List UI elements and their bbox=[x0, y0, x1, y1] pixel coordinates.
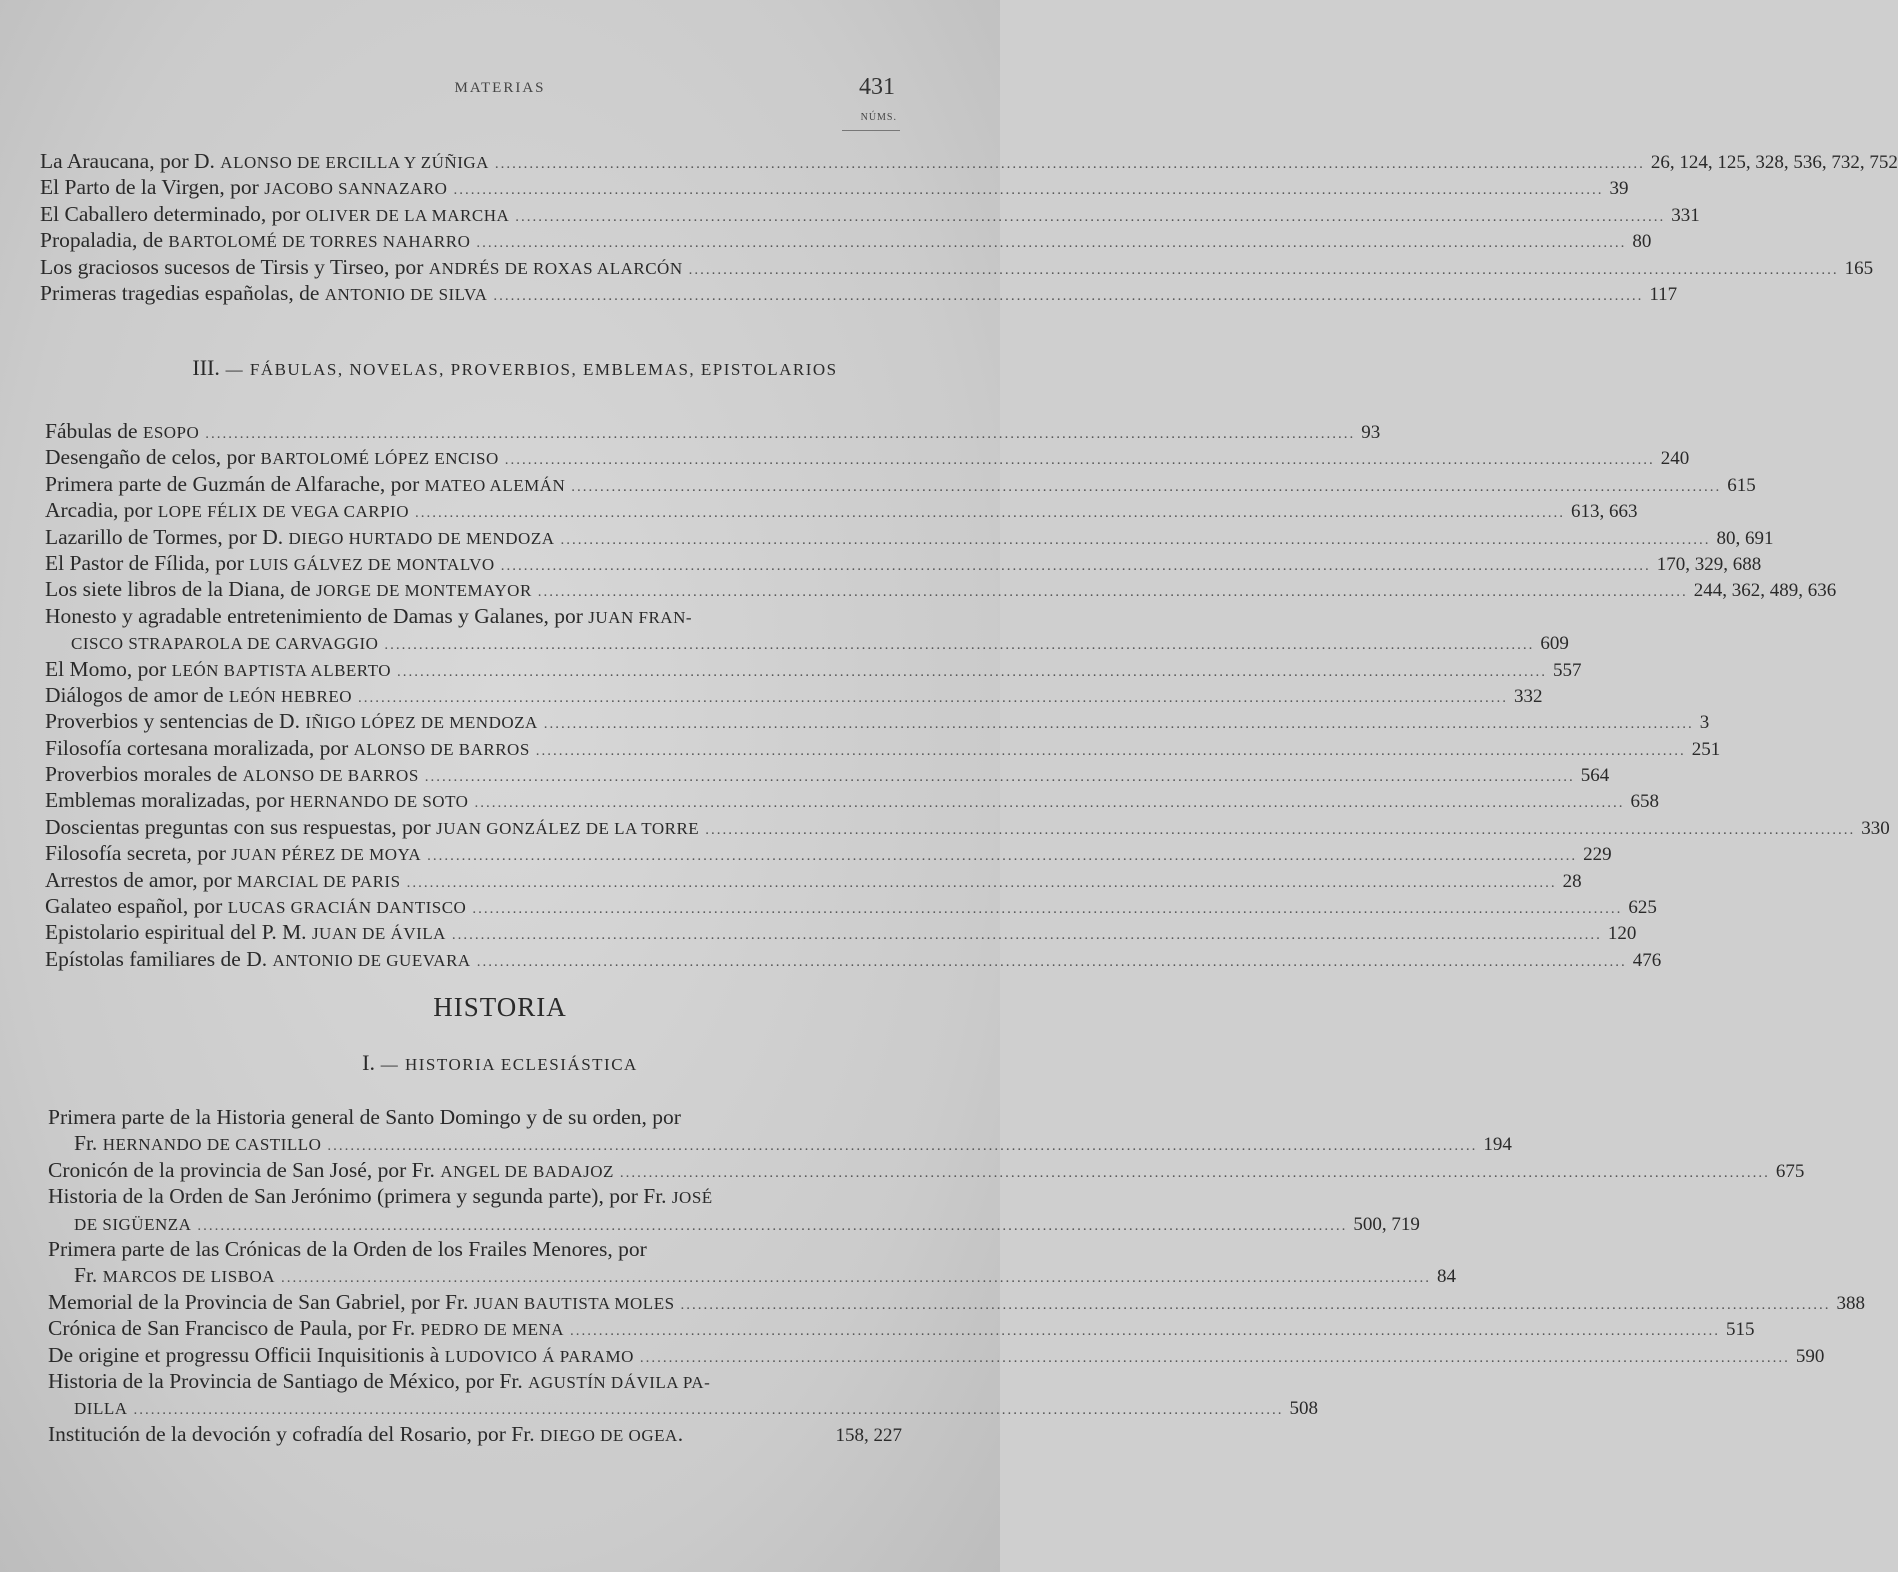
entry-row bbox=[48, 1157, 1805, 1183]
entry-title: El Parto de la Virgen, por bbox=[40, 175, 265, 200]
entry-first-line bbox=[48, 1104, 902, 1130]
leader-dots: ........................................................................................................................................................................................................ bbox=[133, 1402, 1284, 1419]
entry-row bbox=[45, 867, 1582, 893]
entry-row bbox=[45, 656, 1582, 682]
entry-row bbox=[48, 1421, 902, 1447]
leader-dots: ........................................................................................................................................................................................................ bbox=[476, 235, 1627, 252]
entry-title: Galateo español, por bbox=[45, 894, 228, 919]
entry-author: LOPE FÉLIX DE VEGA CARPIO bbox=[157, 502, 409, 522]
entry-row bbox=[45, 919, 1637, 945]
leader-dots: ........................................................................................................................................................................................................ bbox=[680, 1296, 1831, 1313]
entry-author: LUIS GÁLVEZ DE MONTALVO bbox=[249, 554, 495, 574]
entry-number: 476 bbox=[1632, 949, 1662, 971]
entry-title: El Pastor de Fílida, por bbox=[45, 550, 250, 575]
entry-continuation bbox=[48, 1262, 1457, 1288]
entry-title: Lazarillo de Tormes, por D. bbox=[45, 524, 289, 549]
entry-author: ANTONIO DE GUEVARA bbox=[272, 950, 471, 970]
entry-title: El Caballero determinado, por bbox=[40, 201, 306, 226]
entry-title: Doscientas preguntas con sus respuestas, por bbox=[45, 814, 437, 839]
entry-title: Desengaño de celos, por bbox=[45, 445, 261, 470]
entry-author: LUDOVICO Á PARAMO bbox=[444, 1346, 634, 1366]
entry-text bbox=[45, 814, 699, 842]
leader-dots: ........................................................................................................................................................................................................ bbox=[543, 716, 1694, 733]
entry-title: Honesto y agradable entretenimiento de Damas y Galanes, por bbox=[45, 603, 589, 628]
entry-number: 80 bbox=[1632, 231, 1652, 253]
entry-number: 194 bbox=[1483, 1134, 1512, 1156]
section-roman: I. bbox=[362, 1050, 375, 1075]
section-title: — HISTORIA ECLESIÁSTICA bbox=[374, 1055, 638, 1074]
entry-number: 170, 329, 688 bbox=[1656, 553, 1762, 575]
entry-number: 330 bbox=[1861, 817, 1890, 839]
entry-row bbox=[45, 471, 1756, 497]
entry-title: El Momo, por bbox=[45, 656, 172, 681]
entry-author: BARTOLOMÉ LÓPEZ ENCISO bbox=[260, 449, 499, 469]
entry-text bbox=[48, 1315, 564, 1343]
entry-number: 39 bbox=[1609, 178, 1629, 200]
entry-text bbox=[74, 1262, 275, 1290]
leader-dots: ........................................................................................................................................................................................................ bbox=[427, 848, 1578, 865]
entry-number: 625 bbox=[1628, 897, 1657, 919]
entry-number: 84 bbox=[1437, 1266, 1457, 1288]
leader-dots: ........................................................................................................................................................................................................ bbox=[197, 1217, 1348, 1234]
leader-dots: ........................................................................................................................................................................................................ bbox=[688, 261, 1839, 278]
entry-text bbox=[45, 840, 421, 868]
leader-dots: ........................................................................................................................................................................................................ bbox=[639, 1349, 1790, 1366]
entry-number: 508 bbox=[1289, 1398, 1318, 1420]
leader-dots: ........................................................................................................................................................................................................ bbox=[537, 584, 1688, 601]
leader-dots: ........................................................................................................................................................................................................ bbox=[705, 821, 1856, 838]
entry-author: ESOPO bbox=[142, 423, 200, 442]
entry-text bbox=[40, 201, 509, 229]
entry-text bbox=[40, 254, 683, 282]
entry-number: 229 bbox=[1583, 844, 1612, 866]
leader-dots: ........................................................................................................................................................................................................ bbox=[504, 452, 1655, 469]
entry-number: 80, 691 bbox=[1716, 527, 1774, 549]
entry-number: 26, 124, 125, 328, 536, 732, 752 bbox=[1650, 152, 1898, 173]
entry-text bbox=[45, 735, 530, 763]
leader-dots: ........................................................................................................................................................................................................ bbox=[515, 208, 1666, 225]
entry-number: 557 bbox=[1552, 659, 1582, 681]
leader-dots: ........................................................................................................................................................................................................ bbox=[327, 1138, 1478, 1155]
entry-author: JORGE DE MONTEMAYOR bbox=[316, 581, 532, 601]
entry-author: LEÓN BAPTISTA ALBERTO bbox=[171, 660, 391, 680]
entry-row bbox=[48, 1315, 1755, 1341]
leader-dots: ........................................................................................................................................................................................................ bbox=[424, 769, 1575, 786]
leader-dots: ........................................................................................................................................................................................................ bbox=[476, 953, 1627, 970]
page-number: 431 bbox=[859, 74, 895, 100]
leader-dots: ........................................................................................................................................................................................................ bbox=[451, 927, 1602, 944]
entry-author: HERNANDO DE SOTO bbox=[289, 792, 469, 812]
leader-dots: ........................................................................................................................................................................................................ bbox=[472, 901, 1623, 918]
leader-dots: ........................................................................................................................................................................................................ bbox=[414, 505, 1565, 522]
entry-title: Primera parte de las Crónicas de la Orden de los Frailes Menores, por bbox=[48, 1236, 647, 1261]
entry-author: ANTONIO DE SILVA bbox=[324, 284, 488, 304]
entry-row bbox=[45, 550, 1762, 576]
running-title: MATERIAS bbox=[454, 80, 546, 96]
entry-prefix: Fr. bbox=[74, 1131, 103, 1156]
entry-title: Epistolario espiritual del P. M. bbox=[45, 920, 312, 945]
leader-dots: ........................................................................................................................................................................................................ bbox=[619, 1164, 1770, 1181]
entry-title: Primeras tragedias españolas, de bbox=[40, 280, 325, 305]
entry-number: 609 bbox=[1540, 633, 1569, 655]
entry-first-line bbox=[48, 1183, 902, 1209]
entry-title: Proverbios morales de bbox=[45, 762, 243, 787]
entry-row bbox=[45, 735, 1721, 761]
nums-column-label: NÚMS. bbox=[860, 112, 897, 123]
entry-author: MARCIAL DE PARIS bbox=[237, 871, 401, 891]
entry-row bbox=[40, 254, 1874, 280]
fabulas-entries bbox=[45, 418, 1890, 972]
entry-title: Epístolas familiares de D. bbox=[45, 946, 273, 971]
entry-row bbox=[48, 1342, 1825, 1368]
entry-text bbox=[74, 1394, 127, 1422]
entry-author: MATEO ALEMÁN bbox=[424, 475, 566, 495]
entry-author: DIEGO DE OGEA bbox=[540, 1425, 678, 1445]
entry-number: 120 bbox=[1607, 923, 1637, 945]
entry-text bbox=[74, 1130, 321, 1158]
entry-row bbox=[40, 227, 1652, 253]
entry-title: Institución de la devoción y cofradía del Rosario, por Fr. bbox=[48, 1421, 540, 1446]
entry-text bbox=[71, 629, 378, 657]
leader-dots: ........................................................................................................................................................................................................ bbox=[494, 156, 1645, 172]
entry-title: Primera parte de Guzmán de Alfarache, por bbox=[45, 471, 425, 496]
entry-author: JOSÉ bbox=[671, 1188, 713, 1208]
major-heading-historia: HISTORIA bbox=[433, 992, 567, 1022]
entry-author: JUAN DE ÁVILA bbox=[311, 924, 446, 944]
entry-text bbox=[45, 576, 532, 604]
entry-author: IÑIGO LÓPEZ DE MENDOZA bbox=[305, 713, 538, 733]
leader-dots: ........................................................................................................................................................................................................ bbox=[453, 182, 1604, 199]
entry-title: Los siete libros de la Diana, de bbox=[45, 577, 317, 602]
entry-title: Memorial de la Provincia de San Gabriel, por Fr. bbox=[48, 1289, 474, 1314]
entry-row bbox=[45, 840, 1612, 866]
running-head bbox=[0, 74, 1000, 104]
entry-text bbox=[74, 1210, 191, 1238]
entry-row bbox=[45, 708, 1710, 734]
entry-author: JACOBO SANNAZARO bbox=[264, 179, 448, 199]
entry-author: ANGEL DE BADAJOZ bbox=[440, 1161, 614, 1181]
leader-dots: ........................................................................................................................................................................................................ bbox=[560, 531, 1711, 548]
entry-author: ALONSO DE BARROS bbox=[242, 766, 419, 786]
leader-dots: ........................................................................................................................................................................................................ bbox=[205, 426, 1356, 442]
entry-number: 240 bbox=[1660, 448, 1690, 470]
entry-text bbox=[48, 1421, 683, 1449]
entry-author: HERNANDO DE CASTILLO bbox=[102, 1135, 322, 1155]
entry-author: JUAN GONZÁLEZ DE LA TORRE bbox=[436, 818, 700, 838]
leader-dots: ........................................................................................................................................................................................................ bbox=[474, 795, 1625, 812]
entry-text bbox=[40, 280, 487, 308]
historia-entries bbox=[48, 1104, 1866, 1447]
section-heading-fabulas bbox=[0, 355, 1000, 381]
entry-text bbox=[45, 787, 468, 815]
entry-continuation bbox=[48, 1394, 1318, 1420]
entry-prefix: Fr. bbox=[74, 1263, 103, 1288]
entry-number: 658 bbox=[1630, 791, 1659, 813]
entry-author: MARCOS DE LISBOA bbox=[102, 1267, 276, 1287]
entry-number: 675 bbox=[1775, 1160, 1805, 1182]
nums-rule bbox=[842, 130, 900, 131]
entry-number: 117 bbox=[1649, 283, 1678, 305]
entry-number: 251 bbox=[1691, 738, 1721, 760]
entry-title: Historia de la Provincia de Santiago de México, por Fr. bbox=[48, 1368, 529, 1393]
entry-row bbox=[45, 787, 1659, 813]
entry-number: 332 bbox=[1513, 685, 1543, 707]
entry-continuation bbox=[45, 629, 1569, 655]
entry-text bbox=[45, 867, 401, 895]
entry-text bbox=[40, 148, 489, 176]
entry-continuation bbox=[48, 1210, 1420, 1236]
entry-number: 165 bbox=[1844, 257, 1874, 279]
entry-text bbox=[48, 1289, 675, 1317]
entry-text bbox=[45, 471, 565, 499]
entry-author: AGUSTÍN DÁVILA PA- bbox=[528, 1372, 711, 1392]
entry-text bbox=[45, 418, 199, 446]
entry-row bbox=[45, 444, 1690, 470]
entry-number: 388 bbox=[1836, 1292, 1866, 1314]
entry-author: JUAN PÉREZ DE MOYA bbox=[231, 845, 422, 865]
leader-dots: ........................................................................................................................................................................................................ bbox=[396, 663, 1547, 680]
leader-dots: ........................................................................................................................................................................................................ bbox=[571, 478, 1722, 495]
entry-title: De origine et progressu Officii Inquisitionis à bbox=[48, 1342, 445, 1367]
entry-row bbox=[40, 201, 1700, 227]
entry-author: BARTOLOMÉ DE TORRES NAHARRO bbox=[168, 232, 471, 252]
entry-text bbox=[40, 174, 447, 202]
entry-row bbox=[45, 524, 1774, 550]
entry-text bbox=[40, 227, 470, 255]
entry-author: OLIVER DE LA MARCHA bbox=[305, 205, 510, 225]
entry-text bbox=[45, 444, 499, 472]
entry-title: Historia de la Orden de San Jerónimo (primera y segunda parte), por Fr. bbox=[48, 1184, 672, 1209]
leader-dots: ........................................................................................................................................................................................................ bbox=[357, 689, 1508, 706]
entry-author: LEÓN HEBREO bbox=[228, 686, 352, 706]
entry-number: 500, 719 bbox=[1353, 1213, 1420, 1235]
entry-number: 3 bbox=[1699, 712, 1710, 734]
entry-author: JUAN FRAN- bbox=[588, 607, 693, 627]
entry-author: ALONSO DE BARROS bbox=[353, 739, 530, 759]
section-title: — FÁBULAS, NOVELAS, PROVERBIOS, EMBLEMAS, EPISTOLARIOS bbox=[219, 360, 838, 379]
leader-dots: ........................................................................................................................................................................................................ bbox=[535, 742, 1686, 759]
entry-row bbox=[45, 576, 1837, 602]
entry-title: Filosofía secreta, por bbox=[45, 841, 232, 866]
top-entries bbox=[40, 148, 1898, 306]
entry-number: 613, 663 bbox=[1570, 501, 1638, 523]
entry-number: 331 bbox=[1671, 204, 1700, 226]
leader-dots: ........................................................................................................................................................................................................ bbox=[500, 557, 1651, 574]
entry-title: Fábulas de bbox=[45, 419, 143, 443]
entry-suffix: . bbox=[677, 1421, 684, 1446]
entry-row bbox=[45, 761, 1610, 787]
entry-author: CISCO STRAPAROLA DE CARVAGGIO bbox=[71, 634, 379, 654]
entry-text bbox=[45, 893, 466, 921]
leader-dots: ........................................................................................................................................................................................................ bbox=[406, 874, 1557, 891]
entry-number: 244, 362, 489, 636 bbox=[1693, 580, 1837, 602]
section-heading-historia-eclesiastica bbox=[0, 1050, 1000, 1076]
entry-author: LUCAS GRACIÁN DANTISCO bbox=[227, 898, 467, 918]
entry-row bbox=[45, 418, 1381, 444]
leader-dots: ........................................................................................................................................................................................................ bbox=[281, 1270, 1432, 1287]
entry-number: 615 bbox=[1727, 474, 1756, 496]
entry-number: 28 bbox=[1562, 870, 1582, 892]
entry-author: PEDRO DE MENA bbox=[420, 1320, 565, 1340]
entry-row bbox=[45, 497, 1638, 523]
entry-text bbox=[45, 550, 495, 578]
entry-row bbox=[48, 1289, 1866, 1315]
entry-number: 590 bbox=[1795, 1345, 1825, 1367]
entry-text bbox=[45, 946, 471, 974]
leader-dots: ........................................................................................................................................................................................................ bbox=[493, 287, 1644, 304]
entry-first-line bbox=[48, 1368, 902, 1394]
entry-first-line bbox=[45, 603, 902, 629]
entry-row bbox=[45, 682, 1543, 708]
entry-number: 564 bbox=[1580, 765, 1610, 787]
entry-row bbox=[45, 946, 1662, 972]
entry-title: Filosofía cortesana moralizada, por bbox=[45, 735, 354, 760]
entry-number: 515 bbox=[1726, 1319, 1755, 1341]
entry-row bbox=[40, 280, 1678, 306]
entry-author: JUAN BAUTISTA MOLES bbox=[473, 1293, 675, 1313]
entry-row bbox=[45, 814, 1890, 840]
entry-title: Emblemas moralizadas, por bbox=[45, 788, 290, 813]
entry-author: DIEGO HURTADO DE MENDOZA bbox=[288, 528, 555, 548]
entry-author: DILLA bbox=[74, 1399, 128, 1419]
entry-text bbox=[45, 656, 391, 684]
entry-text bbox=[45, 761, 419, 789]
leader-dots: ........................................................................................................................................................................................................ bbox=[384, 637, 1535, 654]
entry-title: Primera parte de la Historia general de Santo Domingo y de su orden, por bbox=[48, 1105, 681, 1129]
entry-text bbox=[48, 1342, 634, 1370]
entry-title: Arcadia, por bbox=[45, 498, 158, 523]
entry-row bbox=[40, 148, 1898, 174]
entry-text bbox=[45, 919, 446, 947]
entry-title: Arrestos de amor, por bbox=[45, 867, 237, 892]
entry-text bbox=[45, 497, 409, 525]
entry-text bbox=[45, 682, 352, 710]
entry-number: 158, 227 bbox=[835, 1424, 902, 1446]
entry-title: Propaladia, de bbox=[40, 228, 169, 253]
section-roman: III. bbox=[192, 355, 220, 380]
entry-title: Los graciosos sucesos de Tirsis y Tirseo, por bbox=[40, 254, 429, 279]
entry-first-line bbox=[48, 1236, 902, 1262]
entry-title: Cronicón de la provincia de San José, por Fr. bbox=[48, 1157, 441, 1182]
entry-text bbox=[45, 708, 538, 736]
entry-continuation bbox=[48, 1130, 1512, 1156]
entry-text bbox=[48, 1157, 614, 1185]
entry-title: Crónica de San Francisco de Paula, por Fr. bbox=[48, 1316, 421, 1341]
entry-author: ALONSO DE ERCILLA Y ZÚÑIGA bbox=[220, 153, 489, 172]
leader-dots: ........................................................................................................................................................................................................ bbox=[570, 1323, 1721, 1340]
entry-row bbox=[40, 174, 1629, 200]
entry-text bbox=[45, 524, 555, 552]
entry-title: Proverbios y sentencias de D. bbox=[45, 709, 306, 734]
entry-row bbox=[45, 893, 1657, 919]
entry-number: 93 bbox=[1361, 422, 1381, 443]
entry-author: ANDRÉS DE ROXAS ALARCÓN bbox=[428, 258, 683, 278]
entry-title: Diálogos de amor de bbox=[45, 682, 229, 707]
entry-title: La Araucana, por D. bbox=[40, 149, 221, 173]
entry-author: DE SIGÜENZA bbox=[74, 1214, 192, 1234]
